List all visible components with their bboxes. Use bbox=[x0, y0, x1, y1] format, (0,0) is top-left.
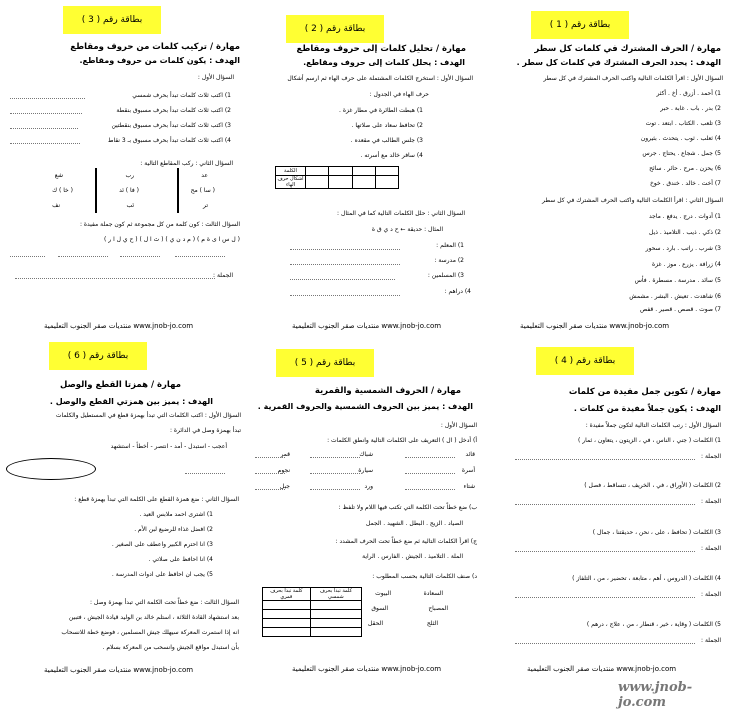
card-5-table bbox=[262, 587, 362, 637]
card-5-q1: السؤال الأول : bbox=[440, 422, 477, 429]
card-3-item: 4) اكتب ثلاث كلمات تبدأ بحرف مسبوق بـ 3 نقاط bbox=[107, 137, 231, 144]
answer-line[interactable] bbox=[10, 98, 85, 99]
word: قائد bbox=[465, 451, 475, 458]
card-6-q2: السؤال الثاني : ضع همزة القطع على الكلمة التي تبدأ بهمزة قطع : bbox=[74, 496, 239, 503]
table-cell bbox=[329, 167, 352, 176]
word: سيارة bbox=[358, 467, 373, 474]
column-divider bbox=[177, 168, 179, 213]
syllable: شع bbox=[54, 172, 63, 179]
table-cell bbox=[352, 167, 375, 176]
answer-line[interactable] bbox=[310, 489, 360, 490]
card-2-q1: السؤال الأول : استخرج الكلمات المشتملة على حرف الهاء ثم ارسم أشكال bbox=[287, 75, 473, 82]
answer-line[interactable] bbox=[405, 457, 455, 458]
answer-line[interactable] bbox=[10, 128, 78, 129]
answer-line[interactable] bbox=[515, 551, 695, 552]
table-cell bbox=[375, 176, 398, 189]
card-5-c: ج) اقرأ الكلمات التالية ثم ضع خطاً تحت الحرف المشدد : bbox=[335, 538, 477, 545]
card-6-item: 1) اشترى احمد ملابس العيد . bbox=[139, 511, 213, 518]
answer-line[interactable] bbox=[58, 256, 108, 257]
card-4-item: 1) الكلمات ( جني ، الناس ، في ، الزيتون ، يتعاون ، ثمار ) bbox=[578, 437, 721, 444]
answer-line[interactable] bbox=[10, 113, 82, 114]
answer-line[interactable] bbox=[405, 489, 455, 490]
answer-line[interactable] bbox=[15, 278, 215, 279]
word: قمر bbox=[280, 451, 290, 458]
card-1-line: 7) صوت . قصص . قصير . قفص bbox=[640, 306, 721, 313]
card-5-b-words: الصياد . الزيج . البطل . الشهيد . الجمل bbox=[366, 520, 463, 527]
card-2-line: 3) جلس الطالب في مقعده . bbox=[350, 137, 423, 144]
table-head: كلمة تبدأ بحرف قمري bbox=[263, 588, 311, 601]
card-6-item: 4) انا احافظ على صلاتي . bbox=[148, 556, 213, 563]
card-6-q1: السؤال الأول : اكتب الكلمات التي تبدأ بهمزة قطع في المستطيل والكلمات bbox=[55, 412, 241, 419]
letter-groups: ( ل س ا ى ة م ) ( م د ن ي ) ( ث ا ل ) ( ح ي ل ا ر ) bbox=[104, 236, 240, 243]
syllable: رب bbox=[125, 172, 134, 179]
table-cell bbox=[263, 610, 311, 619]
card-2-goal: الهدف : يحلل كلمات إلى حروف ومقاطع. bbox=[303, 58, 465, 67]
card-2-example: المثال : حديقة ← ح د ي ق ة bbox=[371, 226, 443, 233]
card-1-badge: بطاقة رقم ( 1 ) bbox=[531, 11, 629, 39]
card-4-item: 3) الكلمات ( تحافظ ، على ، نحن ، حديقتنا ، جمال ) bbox=[592, 529, 721, 536]
answer-rectangle[interactable] bbox=[185, 473, 225, 474]
card-6-paragraph: بأن استبدل مواقع الجيش وانسحب من المعركة بسلام . bbox=[102, 644, 239, 651]
table-cell bbox=[263, 619, 311, 628]
table-cell bbox=[263, 628, 311, 637]
card-1-line: 1) أدوات . درج . يدفع . ماجد bbox=[648, 213, 721, 220]
card-2-line: 2) تحافظ سعاد على صلاتها . bbox=[351, 122, 423, 129]
card-6-item: 2) افضل غذاء للرضيع لبن الأم . bbox=[134, 526, 213, 533]
card-6-q1-cont: تبدأ بهمزة وصل في الدائرة : bbox=[169, 427, 241, 434]
card-2-item: 2) مدرسة : bbox=[434, 257, 464, 264]
table-cell bbox=[306, 176, 329, 189]
card-1-line: 3) تلعب . الكتاب . ابتعد . توت bbox=[645, 120, 721, 127]
card-1-line: 5) سائد . مدرسة . مسطرة . فأس bbox=[634, 277, 721, 284]
card-5-d: د) صنف الكلمات التالية بحسب المطلوب : bbox=[372, 573, 477, 580]
card-4-badge: بطاقة رقم ( 4 ) bbox=[536, 347, 634, 375]
word: الثلج bbox=[426, 620, 438, 627]
syllable: ( فا ) ئد bbox=[119, 187, 139, 194]
word: البيوت bbox=[375, 590, 391, 597]
card-3-footer: منتديات صقر الجنوب التعليمية www.jnob-jo.com bbox=[44, 322, 194, 330]
card-3-item: 3) اكتب ثلاث كلمات تبدأ بحرف مسبوق بنقطتين bbox=[111, 122, 231, 129]
answer-line[interactable] bbox=[255, 457, 285, 458]
card-1-line: 3) شرب . راتب . بارد . سحور bbox=[645, 245, 721, 252]
sentence-label: الجملة : bbox=[701, 498, 721, 505]
card-3-q2: السؤال الثاني : ركب المقاطع التالية : bbox=[140, 160, 233, 167]
syllable: عد bbox=[201, 172, 208, 179]
watermark: www.jnob-jo.com bbox=[618, 680, 693, 710]
card-6-item: 5) يجب ان احافظ على ادوات المدرسة . bbox=[111, 571, 213, 578]
card-1-q1: السؤال الأول : اقرأ الكلمات التالية واكتب الحرف المشترك في كل سطر bbox=[543, 75, 723, 82]
card-5-b: ب) ضع خطاً تحت الكلمة التي تكتب فيها اللام ولا تلفظ : bbox=[338, 504, 477, 511]
word: أسرة bbox=[461, 467, 475, 474]
word: ورد bbox=[364, 483, 373, 490]
table-head: أشكال حرف الهاء bbox=[277, 176, 304, 188]
syllable: ( سا ) مح bbox=[190, 187, 215, 194]
card-1-skill: مهارة / الحرف المشترك في كلمات كل سطر bbox=[534, 44, 721, 54]
card-3-goal: الهدف : يكون كلمات من حروف ومقاطع. bbox=[79, 56, 240, 65]
answer-line[interactable] bbox=[310, 473, 360, 474]
table-cell bbox=[310, 610, 361, 619]
card-4-footer: منتديات صقر الجنوب التعليمية www.jnob-jo.com bbox=[527, 665, 677, 673]
card-4-item: 5) الكلمات ( وقاية ، خير ، قنطار ، من ، علاج ، درهم ) bbox=[586, 621, 721, 628]
card-4-q1: السؤال الأول : رتب الكلمات التالية لتكون جملاً مفيدة : bbox=[585, 422, 721, 429]
card-1-line: 2) بدر . باب . غابة . حبر bbox=[660, 105, 721, 112]
card-3-q3: السؤال الثالث : كون كلمة من كل مجموعة ثم كون جملة مفيدة : bbox=[79, 221, 240, 228]
card-1-goal: الهدف : يحدد الحرف المشترك في كلمات كل سطر . bbox=[516, 58, 721, 67]
syllable: نف bbox=[52, 202, 60, 209]
card-3-badge: بطاقة رقم ( 3 ) bbox=[63, 6, 161, 34]
card-1-line: 5) جمل . شجاع . يحتاج . جرس bbox=[642, 150, 721, 157]
answer-line[interactable] bbox=[255, 489, 285, 490]
card-2-line: 4) سافر خالد مع أسرته . bbox=[360, 152, 423, 159]
table-cell bbox=[329, 176, 352, 189]
word: نجوم bbox=[277, 467, 290, 474]
card-2-line: 1) هبطت الطائرة في مطار غزة . bbox=[339, 107, 423, 114]
card-2-item: 3) المسلمين : bbox=[427, 272, 464, 279]
table-cell bbox=[310, 628, 361, 637]
column-divider bbox=[95, 168, 97, 213]
card-6-footer: منتديات صقر الجنوب التعليمية www.jnob-jo.com bbox=[44, 666, 194, 674]
answer-line[interactable] bbox=[290, 295, 400, 296]
card-3-skill: مهارة / تركيب كلمات من حروف ومقاطع bbox=[70, 42, 240, 52]
table-cell bbox=[310, 601, 361, 610]
sentence-label: الجملة : bbox=[213, 272, 233, 279]
card-5-c-words: الملة . التلاميذ . الجيش . الفارس . الراية bbox=[362, 553, 463, 560]
table-cell bbox=[306, 167, 329, 176]
card-1-footer: منتديات صقر الجنوب التعليمية www.jnob-jo.com bbox=[520, 322, 670, 330]
card-2-q2: السؤال الثاني : حلل الكلمات التالية كما في المثال : bbox=[337, 210, 465, 217]
card-5-a: أ) أدخل ( ال ) التعريف على الكلمات التالية وانطق الكلمات : bbox=[327, 437, 477, 444]
card-1-line: 4) ثعلب . ثوب . يتحدث . بثيرون bbox=[640, 135, 721, 142]
card-3-item: 2) اكتب ثلاث كلمات تبدأ بحرف مسبوق بنقطة bbox=[116, 107, 231, 114]
card-5-goal: الهدف : يميز بين الحروف الشمسية والحروف القمرية . bbox=[257, 402, 473, 411]
table-head: الكلمة bbox=[276, 167, 306, 176]
word: الحقل bbox=[368, 620, 383, 627]
sentence-label: الجملة : bbox=[701, 637, 721, 644]
answer-line[interactable] bbox=[255, 473, 285, 474]
card-2-footer: منتديات صقر الجنوب التعليمية www.jnob-jo.com bbox=[292, 322, 442, 330]
word: جبل bbox=[279, 483, 290, 490]
answer-circle[interactable] bbox=[6, 458, 96, 480]
card-2-badge: بطاقة رقم ( 2 ) bbox=[286, 15, 384, 43]
card-1-line: 7) أخت . خالد . خندق . خوخ bbox=[649, 180, 721, 187]
word: المصباح bbox=[428, 605, 448, 612]
card-2-table bbox=[275, 166, 399, 189]
word: شباك bbox=[359, 451, 373, 458]
card-1-line: 2) ذكي . ذيب . التلاميذ . ذيل bbox=[649, 229, 721, 236]
table-cell bbox=[310, 619, 361, 628]
answer-line[interactable] bbox=[515, 643, 695, 644]
answer-line[interactable] bbox=[10, 256, 45, 257]
card-6-paragraph: بعد استشهاد القادة الثلاثة ، استلم خالد بن الوليد قيادة الجيش ، فتبين bbox=[68, 614, 239, 621]
table-cell bbox=[352, 176, 375, 189]
card-6-goal: الهدف : يميز بين همزتي القطع والوصل . bbox=[49, 397, 213, 406]
card-5-skill: مهارة / الحروف الشمسية والقمرية bbox=[314, 386, 461, 396]
card-5-footer: منتديات صقر الجنوب التعليمية www.jnob-jo.com bbox=[292, 665, 442, 673]
card-4-item: 4) الكلمات ( الدروس ، أهم ، متابعة ، تحضير ، من ، التلفاز ) bbox=[572, 575, 721, 582]
answer-line[interactable] bbox=[515, 459, 695, 460]
answer-line[interactable] bbox=[515, 504, 695, 505]
table-cell bbox=[375, 167, 398, 176]
card-1-line: 6) شاهدت . تعيش . البشر . مشمش bbox=[629, 293, 721, 300]
answer-line[interactable] bbox=[290, 249, 400, 250]
answer-line[interactable] bbox=[405, 473, 455, 474]
word: شتاء bbox=[463, 483, 475, 490]
sentence-label: الجملة : bbox=[701, 453, 721, 460]
answer-line[interactable] bbox=[290, 279, 395, 280]
card-5-badge: بطاقة رقم ( 5 ) bbox=[276, 349, 374, 377]
card-1-line: 6) يحزن . مرح . حائر . سائح bbox=[649, 165, 721, 172]
sentence-label: الجملة : bbox=[701, 591, 721, 598]
answer-line[interactable] bbox=[515, 597, 695, 598]
sentence-label: الجملة : bbox=[701, 545, 721, 552]
card-4-skill: مهارة / تكوين جمل مفيدة من كلمات bbox=[568, 387, 721, 397]
table-cell bbox=[263, 601, 311, 610]
card-3-item: 1) اكتب ثلاث كلمات تبدأ بحرف شمسي bbox=[132, 92, 231, 99]
card-2-item: 1) المعلم : bbox=[436, 242, 464, 249]
syllable: ئب bbox=[126, 202, 134, 209]
card-6-skill: مهارة / همزتا القطع والوصل bbox=[59, 380, 181, 390]
card-6-item: 3) انا احترم الكبير واعطف على الصغير . bbox=[111, 541, 213, 548]
card-1-line: 4) زرافة . يزرع . موز . غزة bbox=[651, 261, 721, 268]
syllable: ( خا ) ك bbox=[52, 187, 73, 194]
card-2-line: حرف الهاء في الجدول : bbox=[369, 91, 429, 98]
syllable: تر bbox=[203, 202, 208, 209]
word-bank: أعجب - استبدل - أمد - انتصر - أخطأ - استشهد bbox=[110, 443, 227, 450]
card-6-q3: السؤال الثالث : ضع خطاً تحت الكلمة التي تبدأ بهمزة وصل : bbox=[89, 599, 239, 606]
card-6-paragraph: انه إذا استمرت المعركة سيهلك جيش المسلمين ، فوضع خطة للانسحاب bbox=[61, 629, 239, 636]
card-2-skill: مهارة / تحليل كلمات إلى حروف ومقاطع bbox=[296, 44, 466, 54]
answer-line[interactable] bbox=[10, 143, 80, 144]
card-4-goal: الهدف : يكون جملاً مفيدة من كلمات . bbox=[573, 404, 721, 413]
answer-line[interactable] bbox=[310, 457, 360, 458]
answer-line[interactable] bbox=[175, 256, 225, 257]
card-4-item: 2) الكلمات ( الأوراق ، في ، الخريف ، تتساقط ، فصل ) bbox=[584, 482, 721, 489]
word: السوق bbox=[371, 605, 388, 612]
card-1-line: 1) أحمد . أزرق . أخ . أكثر bbox=[656, 90, 721, 97]
table-head: كلمة تبدأ بحرف شمسي bbox=[310, 588, 361, 601]
word: السعادة bbox=[423, 590, 443, 597]
answer-line[interactable] bbox=[290, 264, 400, 265]
card-1-q2: السؤال الثاني : اقرأ الكلمات التالية واكتب الحرف المشترك في كل سطر bbox=[542, 197, 723, 204]
card-2-item: 4) دراهم : bbox=[444, 288, 471, 295]
answer-line[interactable] bbox=[120, 256, 160, 257]
card-3-q1: السؤال الأول : bbox=[197, 74, 234, 81]
card-6-badge: بطاقة رقم ( 6 ) bbox=[49, 342, 147, 370]
